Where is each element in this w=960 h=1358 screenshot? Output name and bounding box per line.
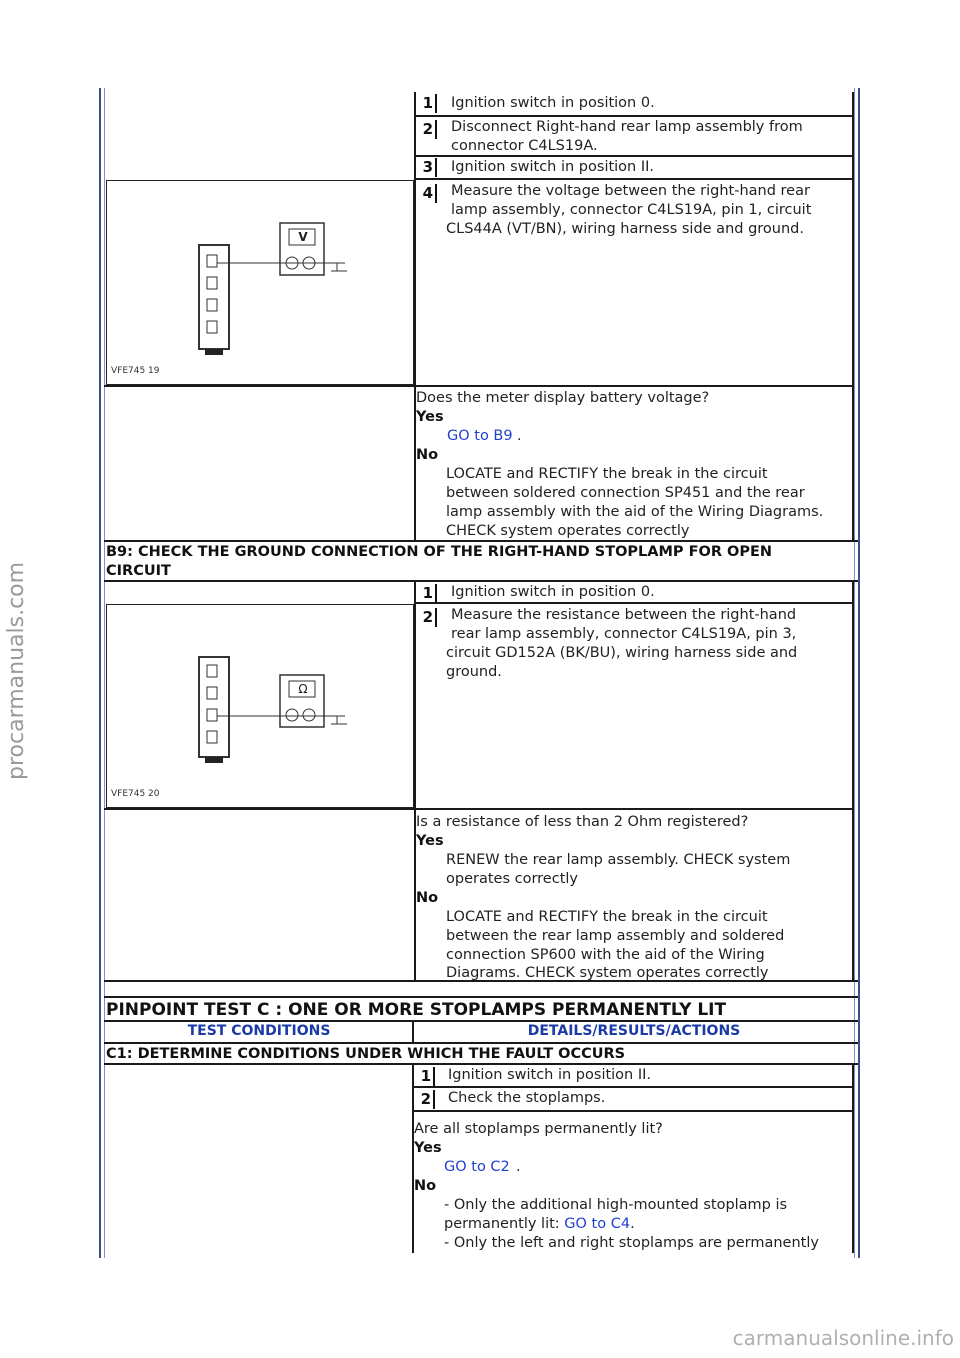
b8-right-edge: [852, 92, 854, 540]
row-line: [416, 602, 854, 604]
no-label: No: [416, 447, 439, 463]
row-line: [104, 996, 858, 998]
meter-symbol: Ω: [298, 682, 308, 696]
no-action-line: Diagrams. CHECK system operates correctly: [446, 965, 769, 981]
question-text: Does the meter display battery voltage?: [416, 390, 710, 406]
step-number: 1: [419, 584, 437, 603]
goto-b9-link[interactable]: GO to B9: [447, 428, 513, 444]
yes-action-line: RENEW the rear lamp assembly. CHECK system: [446, 852, 791, 868]
side-watermark: procarmanuals.com: [4, 561, 29, 780]
right-border-inner: [854, 88, 855, 1258]
step-text: rear lamp assembly, connector C4LS19A, pin 3,: [451, 626, 797, 642]
yes-label: Yes: [414, 1140, 442, 1156]
question-text: Are all stoplamps permanently lit?: [414, 1121, 663, 1137]
b9-right-edge: [852, 582, 854, 982]
meter-symbol: V: [298, 230, 308, 244]
row-line: [104, 1042, 858, 1044]
yes-action-line: operates correctly: [446, 871, 578, 887]
row-line: [416, 115, 854, 117]
b9-title-line2: CIRCUIT: [106, 563, 171, 579]
step-text: ground.: [446, 664, 502, 680]
step-number: 4: [419, 184, 437, 203]
goto-c4-link[interactable]: GO to C4: [564, 1216, 631, 1232]
left-border-inner: [104, 88, 105, 1258]
no-action-line: LOCATE and RECTIFY the break in the circuit: [446, 466, 768, 482]
goto-c2-link[interactable]: GO to C2: [444, 1159, 510, 1175]
left-border-outer: [99, 88, 101, 1258]
row-line: [414, 1086, 854, 1088]
figure-resistance-measurement: [106, 604, 414, 808]
yes-label: Yes: [416, 409, 444, 425]
step-number: 3: [419, 158, 437, 177]
b9-title-line1: B9: CHECK THE GROUND CONNECTION OF THE RIGHT-HAND STOPLAMP FOR OPEN: [106, 544, 773, 560]
no-action-line: between soldered connection SP451 and the rear: [446, 485, 805, 501]
test-conditions-header: TEST CONDITIONS: [187, 1023, 331, 1039]
no-action-line: - Only the additional high-mounted stoplamp is: [444, 1197, 788, 1213]
step-number: 2: [417, 1090, 435, 1109]
figure-label: VFE745 19: [111, 366, 160, 376]
connector-diagram: [107, 181, 413, 384]
figure-label: VFE745 20: [111, 789, 160, 799]
no-action-line: CHECK system operates correctly: [446, 523, 690, 539]
step-number: 1: [419, 94, 437, 113]
row-line: [104, 1063, 858, 1065]
step-text: Measure the resistance between the right-hand: [451, 607, 797, 623]
no-label: No: [416, 890, 439, 906]
no-action-line: [444, 1215, 635, 1234]
b9-col-divider: [414, 582, 416, 982]
yes-label: Yes: [416, 833, 444, 849]
footer-watermark: carmanualsonline.info: [732, 1326, 954, 1350]
step-text: Ignition switch in position 0.: [451, 95, 655, 111]
period: .: [517, 428, 522, 444]
c1-title: C1: DETERMINE CONDITIONS UNDER WHICH THE FAULT OCCURS: [106, 1046, 626, 1062]
pinpoint-test-title: PINPOINT TEST C : ONE OR MORE STOPLAMPS PERMANENTLY LIT: [106, 1000, 727, 1020]
row-line: [416, 178, 854, 180]
right-border-outer: [858, 88, 860, 1258]
c1-right-edge: [852, 1065, 854, 1253]
step-text: circuit GD152A (BK/BU), wiring harness side and: [446, 645, 798, 661]
details-header: DETAILS/RESULTS/ACTIONS: [527, 1023, 741, 1039]
no-label: No: [414, 1178, 437, 1194]
header-divider: [412, 1022, 414, 1042]
figure-voltage-measurement: [106, 180, 414, 385]
step-text: Ignition switch in position II.: [448, 1067, 652, 1083]
period: .: [516, 1159, 521, 1175]
step-text: Measure the voltage between the right-hand rear: [451, 183, 810, 199]
b8-col-divider: [414, 92, 416, 540]
step-number: 2: [419, 120, 437, 139]
question-text: Is a resistance of less than 2 Ohm registered?: [416, 814, 749, 830]
row-line: [414, 1110, 854, 1112]
step-number: 2: [419, 608, 437, 627]
step-text: lamp assembly, connector C4LS19A, pin 1, circuit: [451, 202, 812, 218]
connector-diagram: [107, 605, 413, 807]
no-action-line: LOCATE and RECTIFY the break in the circuit: [446, 909, 768, 925]
step-text: Disconnect Right-hand rear lamp assembly from: [451, 119, 803, 135]
step-number: 1: [417, 1067, 435, 1086]
no-action-line: lamp assembly with the aid of the Wiring Diagrams.: [446, 504, 824, 520]
no-action-line: connection SP600 with the aid of the Wiring: [446, 947, 765, 963]
period: .: [630, 1216, 635, 1232]
step-text: Ignition switch in position 0.: [451, 584, 655, 600]
step-text: Check the stoplamps.: [448, 1090, 606, 1106]
step-text: CLS44A (VT/BN), wiring harness side and ground.: [446, 221, 804, 237]
no-action-line: between the rear lamp assembly and soldered: [446, 928, 785, 944]
c1-col-divider: [412, 1065, 414, 1253]
step-text: connector C4LS19A.: [451, 138, 598, 154]
no-action-line: - Only the left and right stoplamps are permanently: [444, 1235, 819, 1251]
step-text: Ignition switch in position II.: [451, 159, 655, 175]
no-action-prefix: permanently lit:: [444, 1216, 565, 1232]
row-line: [104, 580, 858, 582]
